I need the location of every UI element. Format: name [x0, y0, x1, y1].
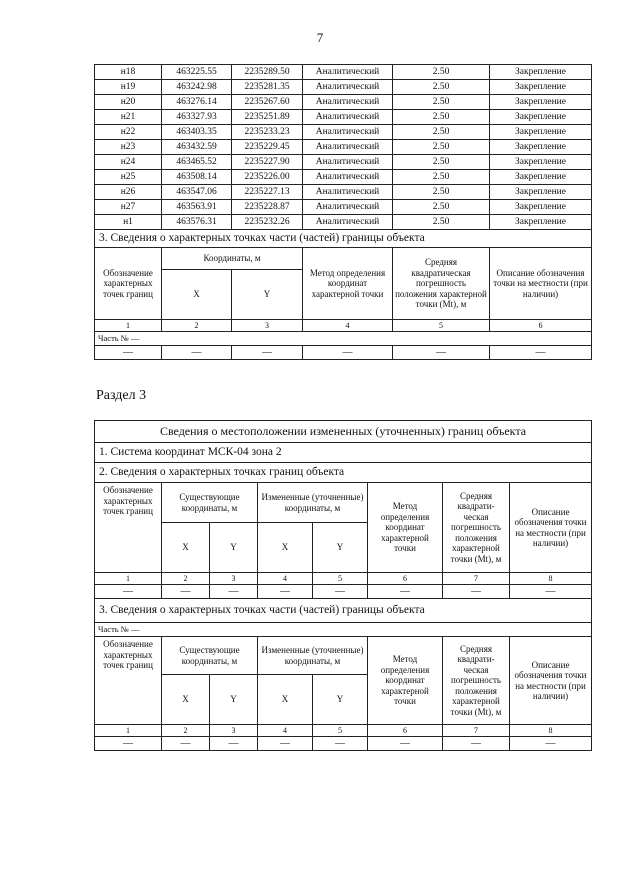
header-x: X [258, 523, 313, 573]
point-name: н18 [95, 65, 162, 80]
coord-y: 2235228.87 [232, 200, 303, 215]
empty-cell: — [95, 737, 162, 751]
column-number: 2 [162, 320, 232, 332]
empty-cell: — [313, 585, 368, 599]
empty-cell: — [368, 585, 443, 599]
method: Аналитический [303, 80, 393, 95]
empty-cell: — [210, 585, 258, 599]
column-number: 3 [232, 320, 303, 332]
coord-x: 463242.98 [162, 80, 232, 95]
header-x: X [162, 675, 210, 725]
point-name: н24 [95, 155, 162, 170]
header-existing-coordinates: Существующие координаты, м [162, 637, 258, 675]
method: Аналитический [303, 170, 393, 185]
coord-y: 2235289.50 [232, 65, 303, 80]
accuracy: 2.50 [393, 110, 490, 125]
coord-x: 463276.14 [162, 95, 232, 110]
header-coordinates: Координаты, м [162, 248, 303, 270]
column-number: 1 [95, 725, 162, 737]
method: Аналитический [303, 185, 393, 200]
description: Закрепление [490, 155, 592, 170]
table-row [95, 200, 592, 215]
accuracy: 2.50 [393, 155, 490, 170]
column-number: 4 [258, 573, 313, 585]
column-number: 1 [95, 573, 162, 585]
coordinate-system: 1. Система координат МСК-04 зона 2 [95, 443, 592, 463]
column-number: 8 [510, 725, 592, 737]
coord-y: 2235233.23 [232, 125, 303, 140]
column-number: 5 [393, 320, 490, 332]
coord-x: 463547.06 [162, 185, 232, 200]
empty-cell: — [368, 737, 443, 751]
column-number: 6 [490, 320, 592, 332]
coord-y: 2235232.26 [232, 215, 303, 230]
description: Закрепление [490, 170, 592, 185]
column-number: 5 [313, 573, 368, 585]
section-3-title: 3. Сведения о характерных точках части (частей) границы объекта [95, 230, 592, 248]
coord-x: 463327.93 [162, 110, 232, 125]
header-y: Y [210, 675, 258, 725]
point-name: н19 [95, 80, 162, 95]
description: Закрепление [490, 200, 592, 215]
empty-cell: — [162, 737, 210, 751]
column-number: 4 [258, 725, 313, 737]
coord-x: 463576.31 [162, 215, 232, 230]
coord-x: 463225.55 [162, 65, 232, 80]
coord-y: 2235281.35 [232, 80, 303, 95]
point-name: н27 [95, 200, 162, 215]
part-label: Часть № — [95, 332, 592, 346]
header-point: Обозначение характерных точек границ [95, 483, 162, 573]
header-y: Y [232, 270, 303, 320]
description: Закрепление [490, 110, 592, 125]
accuracy: 2.50 [393, 95, 490, 110]
table-row [95, 110, 592, 125]
point-name: н21 [95, 110, 162, 125]
coord-y: 2235227.90 [232, 155, 303, 170]
header-point: Обозначение характерных точек границ [95, 248, 162, 320]
coord-y: 2235267.60 [232, 95, 303, 110]
point-name: н25 [95, 170, 162, 185]
table-row [95, 125, 592, 140]
header-accuracy: Средняя квадратическая погрешность положения характерной точки (Mt), м [393, 248, 490, 320]
method: Аналитический [303, 200, 393, 215]
table-row [95, 80, 592, 95]
header-x: X [162, 523, 210, 573]
column-number: 5 [313, 725, 368, 737]
empty-cell: — [490, 346, 592, 360]
description: Закрепление [490, 95, 592, 110]
description: Закрепление [490, 80, 592, 95]
table-row [95, 185, 592, 200]
empty-cell: — [443, 737, 510, 751]
header-method: Метод определения координат характерной точки [368, 483, 443, 573]
accuracy: 2.50 [393, 170, 490, 185]
section-heading: Раздел 3 [96, 388, 147, 403]
header-y: Y [210, 523, 258, 573]
table-row [95, 155, 592, 170]
method: Аналитический [303, 215, 393, 230]
coord-x: 463508.14 [162, 170, 232, 185]
header-x: X [258, 675, 313, 725]
header-description: Описание обозначения точки на местности (при наличии) [510, 637, 592, 725]
point-name: н1 [95, 215, 162, 230]
header-description: Описание обозначения точки на местности (при наличии) [510, 483, 592, 573]
column-number: 2 [162, 725, 210, 737]
method: Аналитический [303, 125, 393, 140]
header-existing-coordinates: Существующие координаты, м [162, 483, 258, 523]
page-number: 7 [316, 30, 324, 45]
empty-cell: — [303, 346, 393, 360]
method: Аналитический [303, 140, 393, 155]
point-name: н23 [95, 140, 162, 155]
accuracy: 2.50 [393, 200, 490, 215]
coord-y: 2235226.00 [232, 170, 303, 185]
accuracy: 2.50 [393, 215, 490, 230]
description: Закрепление [490, 215, 592, 230]
header-accuracy: Средняя квадрати-ческая погрешность положения характерной точки (Mt), м [443, 637, 510, 725]
empty-cell: — [258, 737, 313, 751]
empty-cell: — [210, 737, 258, 751]
description: Закрепление [490, 140, 592, 155]
column-number: 6 [368, 725, 443, 737]
method: Аналитический [303, 110, 393, 125]
coord-x: 463465.52 [162, 155, 232, 170]
empty-cell: — [443, 585, 510, 599]
coord-x: 463563.91 [162, 200, 232, 215]
header-y: Y [313, 523, 368, 573]
table-row [95, 170, 592, 185]
accuracy: 2.50 [393, 140, 490, 155]
table-row [95, 215, 592, 230]
description: Закрепление [490, 65, 592, 80]
coord-y: 2235251.89 [232, 110, 303, 125]
header-method: Метод определения координат характерной точки [303, 248, 393, 320]
empty-cell: — [232, 346, 303, 360]
table-row [95, 140, 592, 155]
column-number: 8 [510, 573, 592, 585]
description: Закрепление [490, 125, 592, 140]
part-label: Часть № — [95, 623, 592, 637]
empty-cell: — [258, 585, 313, 599]
column-number: 2 [162, 573, 210, 585]
column-number: 1 [95, 320, 162, 332]
coord-y: 2235227.13 [232, 185, 303, 200]
column-number: 7 [443, 725, 510, 737]
empty-cell: — [510, 585, 592, 599]
coordinates-table-continued [94, 64, 592, 360]
coord-x: 463432.59 [162, 140, 232, 155]
accuracy: 2.50 [393, 80, 490, 95]
header-y: Y [313, 675, 368, 725]
method: Аналитический [303, 65, 393, 80]
empty-cell: — [313, 737, 368, 751]
section-3-title: 3. Сведения о характерных точках части (частей) границы объекта [95, 599, 592, 623]
accuracy: 2.50 [393, 185, 490, 200]
header-changed-coordinates: Измененные (уточненные) координаты, м [258, 483, 368, 523]
section-2-title: 2. Сведения о характерных точках границ объекта [95, 463, 592, 483]
column-number: 3 [210, 725, 258, 737]
header-accuracy: Средняя квадрати-ческая погрешность положения характерной точки (Mt), м [443, 483, 510, 573]
coord-x: 463403.35 [162, 125, 232, 140]
point-name: н20 [95, 95, 162, 110]
method: Аналитический [303, 95, 393, 110]
table-row [95, 65, 592, 80]
header-point: Обозначение характерных точек границ [95, 637, 162, 725]
empty-cell: — [162, 346, 232, 360]
method: Аналитический [303, 155, 393, 170]
header-changed-coordinates: Измененные (уточненные) координаты, м [258, 637, 368, 675]
column-number: 7 [443, 573, 510, 585]
coord-y: 2235229.45 [232, 140, 303, 155]
table-title: Сведения о местоположении измененных (уточненных) границ объекта [95, 421, 592, 443]
column-number: 4 [303, 320, 393, 332]
point-name: н26 [95, 185, 162, 200]
empty-cell: — [162, 585, 210, 599]
accuracy: 2.50 [393, 65, 490, 80]
changed-boundaries-table [94, 420, 592, 751]
table-row [95, 95, 592, 110]
point-name: н22 [95, 125, 162, 140]
header-description: Описание обозначения точки на местности (при наличии) [490, 248, 592, 320]
header-method: Метод определения координат характерной точки [368, 637, 443, 725]
column-number: 6 [368, 573, 443, 585]
accuracy: 2.50 [393, 125, 490, 140]
description: Закрепление [490, 185, 592, 200]
empty-cell: — [393, 346, 490, 360]
header-x: X [162, 270, 232, 320]
empty-cell: — [95, 346, 162, 360]
empty-cell: — [510, 737, 592, 751]
empty-cell: — [95, 585, 162, 599]
column-number: 3 [210, 573, 258, 585]
